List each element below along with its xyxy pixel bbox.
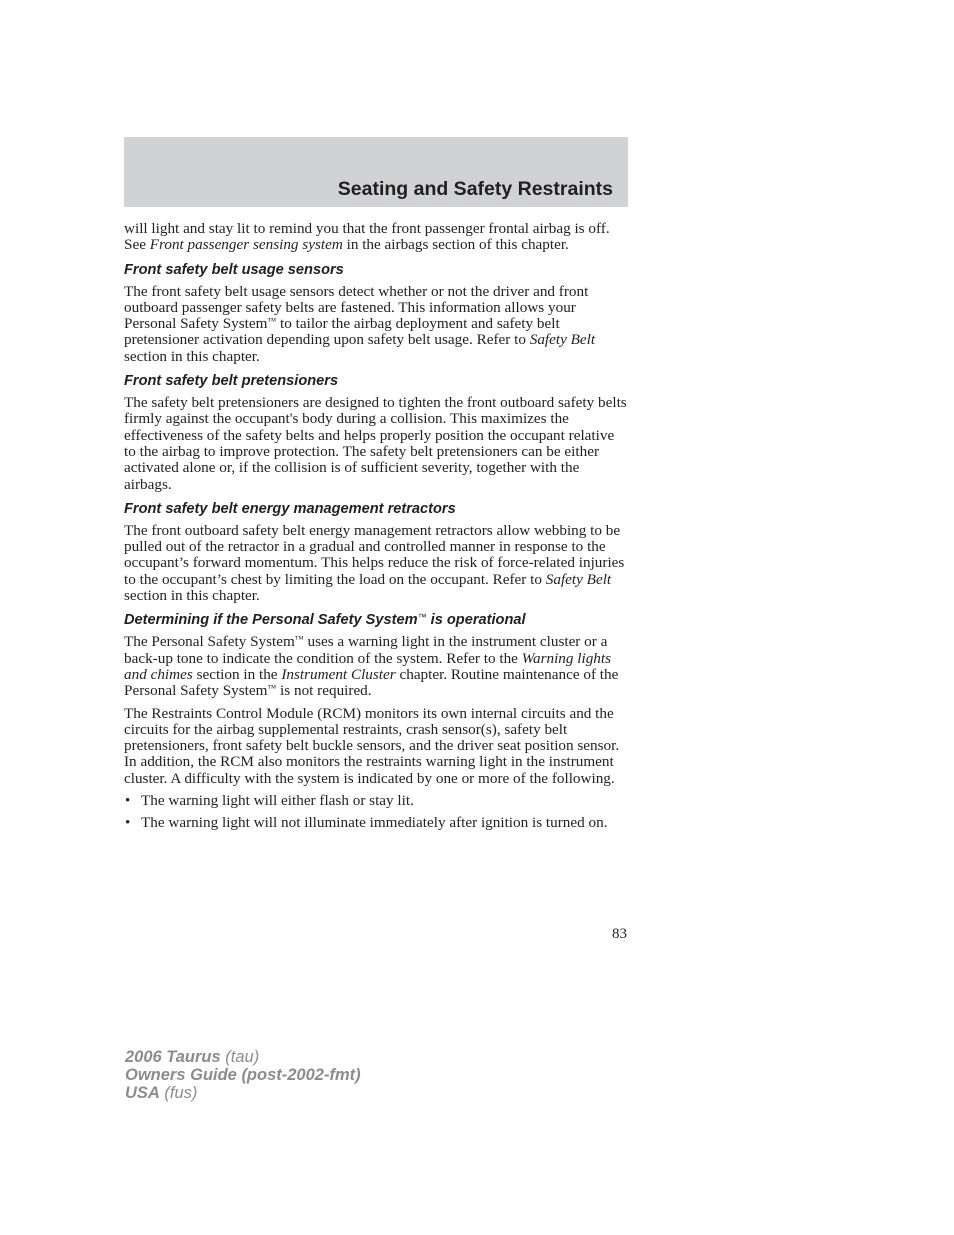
retractors-heading: Front safety belt energy management retractors (124, 500, 456, 517)
footer-line-model (125, 1048, 361, 1066)
operational-heading (124, 612, 629, 629)
operational-heading-text-2: is operational (426, 612, 526, 629)
retractors-reference: Safety Belt (545, 570, 612, 588)
footer-market-code: (fus) (159, 1084, 198, 1102)
operational-text-1: The Personal Safety System (124, 633, 295, 651)
operational-text-2: uses a warning light in the instrument cluster or a back-up tone to indicate the condition of the system. Refer to the (124, 633, 608, 667)
pretensioners-heading: Front safety belt pretensioners (124, 373, 339, 390)
page-content (124, 221, 629, 838)
intro-reference: Front passenger sensing system (149, 236, 343, 254)
operational-paragraph-2: The Restraints Control Module (RCM) monitors its own internal circuits and the circuits for the airbag supplemental restraints, crash sensor(s), safety belt pretensioners, front safety belt buckle sensors, and the driver seat position sensor. In addition, the RCM also monitors the restraints warning light in the instrument cluster. A difficulty with the system is indicated by one or more of the following. (124, 704, 620, 787)
footer-guide: Owners Guide (post-2002-fmt) (125, 1066, 361, 1084)
intro-text-2: in the airbags section of this chapter. (342, 236, 569, 254)
operational-text-4: chapter. Routine maintenance of the Personal Safety System (124, 665, 619, 700)
page-number: 83 (612, 926, 627, 942)
list-item-text: The warning light will either flash or stay lit. (141, 792, 414, 810)
list-item-text: The warning light will not illuminate immediately after ignition is turned on. (141, 814, 608, 832)
operational-heading-text-1: Determining if the Personal Safety System (124, 612, 418, 629)
footer-line-market (125, 1084, 361, 1102)
trademark-symbol: ™ (267, 683, 277, 694)
operational-text-3: section in the (192, 665, 282, 683)
list-item (124, 793, 629, 809)
usage-sensors-text-3: section in this chapter. (124, 347, 260, 365)
footer-model-code: (tau) (220, 1048, 260, 1066)
section-header-band (124, 137, 628, 207)
pretensioners-paragraph: The safety belt pretensioners are designed to tighten the front outboard safety belts firmly against the occupant's body during a collision. This maximizes the effectiveness of the safety belts and helps properly position the occupant relative to the airbag to improve protection. The safety belt pretensioners can be either activated alone or, if the collision is of sufficient severity, together with the airbags. (124, 394, 627, 493)
trademark-symbol: ™ (417, 612, 427, 623)
operational-text-5: is not required. (276, 682, 372, 700)
warning-conditions-list (124, 793, 629, 832)
usage-sensors-text-1: The front safety belt usage sensors detect whether or not the driver and front outboard passenger safety belts are fastened. This information allows your Personal Safety System (124, 282, 589, 333)
trademark-symbol: ™ (267, 316, 277, 327)
retractors-paragraph (124, 523, 629, 604)
warning-lights-reference: Warning lights and chimes (124, 649, 612, 683)
intro-paragraph (124, 221, 629, 254)
operational-paragraph-1 (124, 634, 629, 699)
trademark-symbol: ™ (294, 634, 304, 645)
usage-sensors-paragraph (124, 284, 629, 365)
bullet-icon: • (125, 814, 131, 832)
footer-line-guide (125, 1066, 361, 1084)
usage-sensors-reference: Safety Belt (529, 331, 596, 349)
footer-market: USA (125, 1084, 160, 1102)
usage-sensors-text-2: to tailor the airbag deployment and safety belt pretensioner activation depending upon safety belt usage. Refer to (124, 315, 560, 349)
list-item (124, 815, 629, 831)
bullet-icon: • (125, 792, 131, 810)
retractors-text-2: section in this chapter. (124, 587, 260, 605)
instrument-cluster-reference: Instrument Cluster (281, 665, 396, 683)
section-title: Seating and Safety Restraints (337, 178, 613, 200)
intro-text-1: will light and stay lit to remind you that the front passenger frontal airbag is off. See (124, 220, 610, 254)
footer-model: 2006 Taurus (125, 1048, 221, 1066)
document-footer (125, 1048, 361, 1102)
retractors-text-1: The front outboard safety belt energy management retractors allow webbing to be pulled out of the retractor in a gradual and controlled manner in response to the occupant’s forward momentum. This helps reduce the risk of force-related injuries to the occupant’s chest by limiting the load on the occupant. Refer to (124, 521, 625, 588)
usage-sensors-heading: Front safety belt usage sensors (124, 261, 344, 278)
